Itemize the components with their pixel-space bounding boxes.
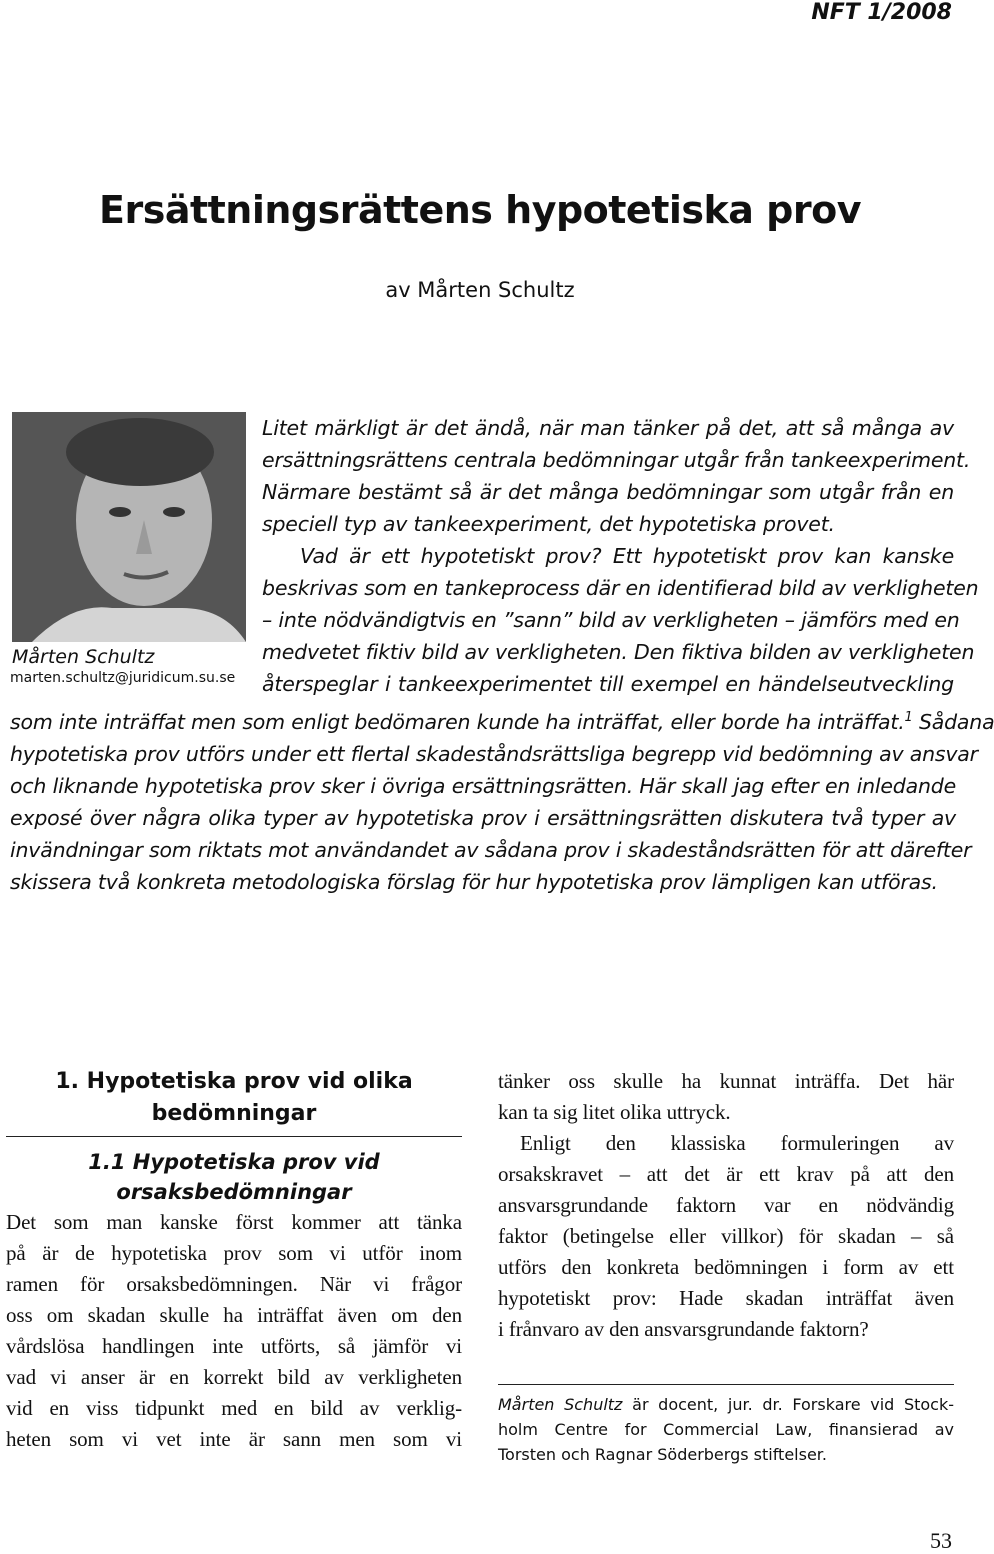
body-line: Enligt den klassiska formuleringen av (520, 1131, 954, 1155)
body-line: ansvarsgrundande faktorn var en nödvändig (498, 1193, 954, 1217)
lead-line: återspeglar i tankeexperimentet till exempel en händelseutveckling (262, 672, 954, 696)
body-line: vid en viss tidpunkt med en bild av verklig- (6, 1396, 462, 1420)
left-column (6, 1066, 462, 1455)
body-line: kan ta sig litet olika uttryck. (498, 1100, 731, 1124)
author-photo (12, 412, 246, 642)
footnote-line (498, 1392, 954, 1417)
lead-line: och liknande hypotetiska prov sker i övriga ersättningsrätten. Här skall jag efter en inledande (10, 773, 956, 798)
lead-line: Vad är ett hypotetiskt prov? Ett hypotetiskt prov kan kanske (300, 544, 954, 568)
lead-paragraph-right (262, 412, 979, 700)
lead-line-tail: Sådana (918, 709, 994, 734)
lead-line-text: som inte inträffat men som enligt bedömaren kunde ha inträffat, eller borde ha inträffat. (10, 709, 905, 734)
footnote-divider (498, 1384, 954, 1385)
body-line: orsakskravet – att det är ett krav på att den (498, 1162, 954, 1186)
footnote-author-name: Mårten Schultz (498, 1395, 623, 1414)
footnote-marker[interactable]: 1 (904, 710, 913, 725)
author-footnote (498, 1392, 954, 1467)
lead-paragraph-full (10, 702, 994, 898)
body-line: utförs den konkreta bedömningen i form av ett (498, 1255, 954, 1279)
lead-line: invändningar som riktats mot användandet av sådana prov i skadeståndsrätten för att därefter (10, 837, 972, 862)
lead-line: speciell typ av tankeexperiment, det hypotetiska provet. (262, 512, 835, 536)
body-line: i frånvaro av den ansvarsgrundande faktorn? (498, 1317, 869, 1341)
lead-line: beskrivas som en tankeprocess där en identifierad bild av verkligheten (262, 576, 979, 600)
page-number: 53 (930, 1528, 952, 1553)
body-line: faktor (betingelse eller villkor) för skadan – så (498, 1224, 954, 1248)
journal-header: NFT 1/2008 (811, 0, 952, 25)
lead-line: exposé över några olika typer av hypotetiska prov i ersättningsrätten diskutera två typer av (10, 805, 956, 830)
body-line: hypotetiskt prov: Hade skadan inträffat även (498, 1286, 954, 1310)
lead-line: – inte nödvändigtvis en ”sann” bild av verkligheten – jämförs med en (262, 608, 960, 632)
body-line: ramen för orsaksbedömningen. När vi frågor (6, 1272, 462, 1296)
body-line: Det som man kanske först kommer att tänka (6, 1210, 462, 1234)
right-column (498, 1066, 954, 1345)
body-line: oss om skadan skulle ha inträffat även om den (6, 1303, 462, 1327)
author-portrait-image (12, 412, 246, 642)
author-name: Mårten Schultz (12, 646, 155, 668)
body-line: vårdslösa handlingen inte utförts, så jämför vi (6, 1334, 462, 1358)
body-line: på är de hypotetiska prov som vi utför inom (6, 1241, 462, 1265)
footnote-line: Torsten och Ragnar Söderbergs stiftelser. (498, 1445, 827, 1464)
body-line: tänker oss skulle ha kunnat inträffa. Det här (498, 1069, 954, 1093)
lead-line: hypotetiska prov utförs under ett flertal skadeståndsrättsliga begrepp vid bedömning av ansvar (10, 741, 978, 766)
body-line: vad vi anser är en korrekt bild av verkligheten (6, 1365, 462, 1389)
lead-line (10, 702, 994, 738)
lead-line: medvetet fiktiv bild av verkligheten. Den fiktiva bilden av verkligheten (262, 640, 975, 664)
lead-line: ersättningsrättens centrala bedömningar utgår från tankeexperiment. (262, 448, 971, 472)
lead-line: Litet märkligt är det ändå, när man tänker på det, att så många av (262, 416, 954, 440)
section-divider (6, 1136, 462, 1137)
subsection-heading: 1.1 Hypotetiska prov vid orsaksbedömningar (88, 1150, 380, 1204)
article-byline: av Mårten Schultz (385, 278, 575, 302)
section-heading: 1. Hypotetiska prov vid olika bedömningar (55, 1069, 413, 1126)
body-line: heten som vi vet inte är sann men som vi (6, 1427, 462, 1451)
author-email-link[interactable]: marten.schultz@juridicum.su.se (10, 670, 236, 686)
footnote-line: holm Centre for Commercial Law, finansierad av (498, 1420, 954, 1439)
article-title: Ersättningsrättens hypotetiska prov (99, 188, 861, 232)
footnote-text: är docent, jur. dr. Forskare vid Stock- (632, 1395, 955, 1414)
lead-line: skissera två konkreta metodologiska förslag för hur hypotetiska prov lämpligen kan utföras. (10, 869, 938, 894)
lead-line: Närmare bestämt så är det många bedömningar som utgår från en (262, 480, 954, 504)
